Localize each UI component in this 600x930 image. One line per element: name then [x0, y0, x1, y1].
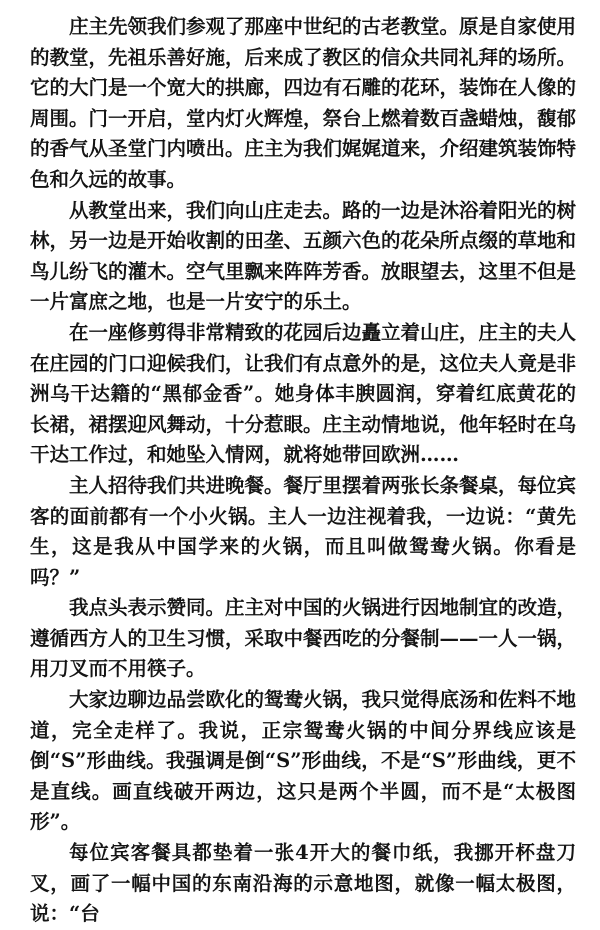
paragraph-napkin-map: 每位宾客餐具都垫着一张4开大的餐巾纸，我挪开杯盘刀叉，画了一幅中国的东南沿海的示意地图，就像一幅太极图，说：“台	[30, 841, 576, 926]
paragraph-hostess: 在一座修剪得非常精致的花园后边矗立着山庄，庄主的夫人在庄园的门口迎候我们，让我们有点意外的是，这位夫人竟是非洲乌干达籍的“黑郁金香”。她身体丰腴圆润，穿着红底黄花的长裙，裙摆迎风舞动，十分惹眼。庄主动情地说，他年轻时在乌干达工作过，和她坠入情网，就将她带回欧洲……	[30, 320, 577, 467]
paragraph-church-visit: 庄主先领我们参观了那座中世纪的古老教堂。原是自家使用的教堂，先祖乐善好施，后来成了教区的信众共同礼拜的场所。它的大门是一个宽大的拱廊，四边有石雕的花环，装饰在人像的周围。门一开启，堂内灯火辉煌，祭台上燃着数百盏蜡烛，馥郁的香气从圣堂门内喷出。庄主为我们娓娓道来，介绍建筑装饰特色和久远的故事。	[30, 15, 577, 191]
paragraph-agreement: 我点头表示赞同。庄主对中国的火锅进行因地制宜的改造，遵循西方人的卫生习惯，采取中餐西吃的分餐制——一人一锅，用刀叉而不用筷子。	[30, 596, 577, 681]
article-body	[30, 12, 576, 930]
paragraph-walk-to-manor: 从教堂出来，我们向山庄走去。路的一边是沐浴着阳光的树林，另一边是开始收割的田垄、五颜六色的花朵所点缀的草地和鸟儿纷飞的灌木。空气里飘来阵阵芳香。放眼望去，这里不但是一片富庶之地，也是一片安宁的乐土。	[30, 198, 577, 314]
paragraph-hotpot-discussion: 大家边聊边品尝欧化的鸳鸯火锅，我只觉得底汤和佐料不地道，完全走样了。我说，正宗鸳鸯火锅的中间分界线应该是倒“S”形曲线。我强调是倒“S”形曲线，不是“S”形曲线，更不是直线。画直线破开两边，这只是两个半圆，而不是“太极图形”。	[30, 688, 577, 834]
paragraph-dinner: 主人招待我们共进晚餐。餐厅里摆着两张长条餐桌，每位宾客的面前都有一个小火锅。主人一边注视着我，一边说：“黄先生，这是我从中国学来的火锅，而且叫做鸳鸯火锅。你看是吗？”	[30, 473, 577, 589]
